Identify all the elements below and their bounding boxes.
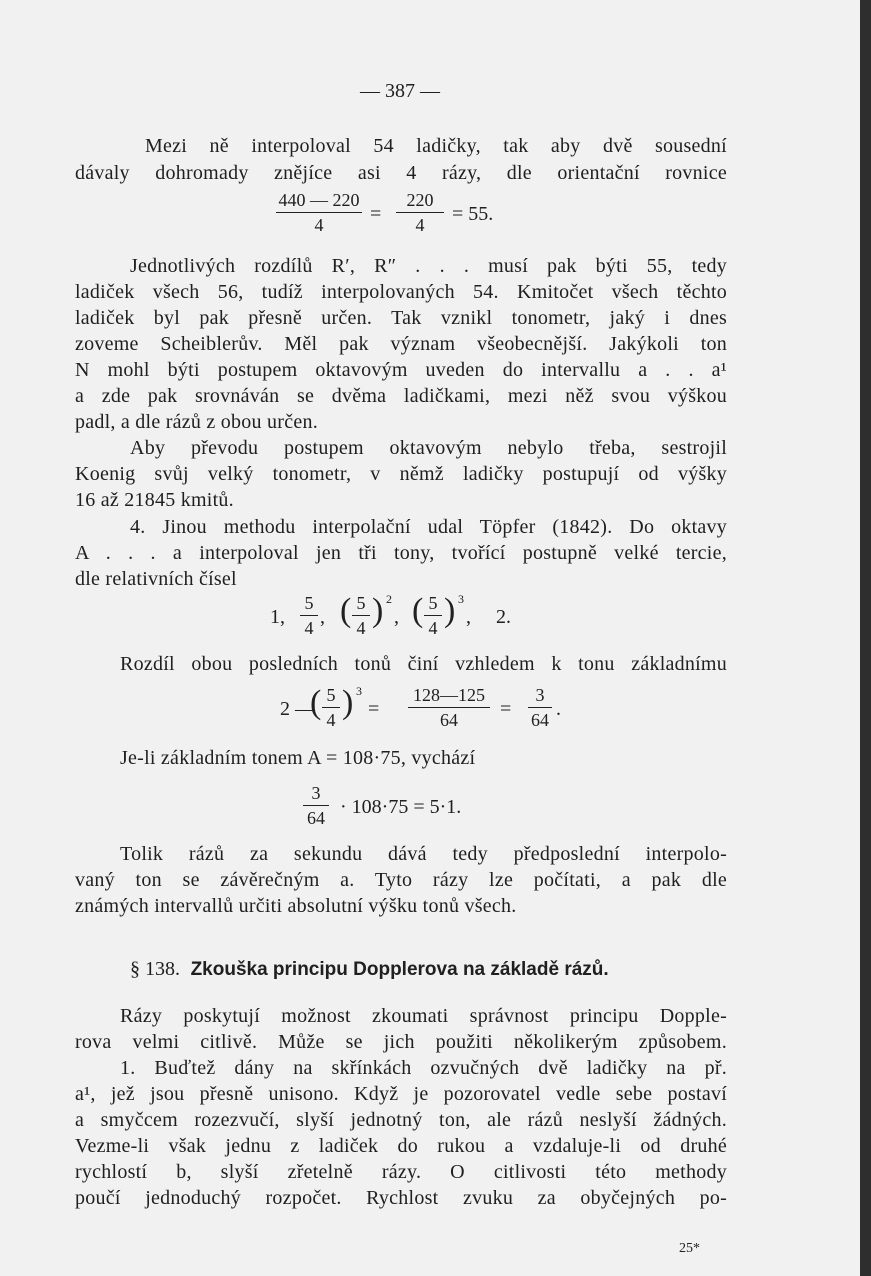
text-line: rova velmi citlivě. Může se jich použiti několikerým způsobem. [75, 1031, 727, 1053]
numerator: 3 [311, 783, 321, 803]
section-number: § 138. [130, 958, 180, 980]
exponent: 3 [356, 684, 362, 698]
equals-sign: = [500, 698, 512, 720]
text-line: A . . . a interpoloval jen tři tony, tvořící postupně velké tercie, [75, 542, 727, 564]
text-line: Rázy poskytují možnost zkoumati správnost principu Dopple- [120, 1005, 727, 1027]
fraction [408, 685, 490, 730]
denominator: 4 [415, 215, 425, 235]
left-paren: ( [340, 592, 352, 629]
comma: , [466, 606, 471, 628]
numerator: 128—125 [413, 685, 485, 705]
right-paren: ) [444, 592, 456, 629]
math-term: 2. [496, 606, 511, 628]
fraction [528, 685, 552, 730]
text-line: dávaly dohromady znějíce asi 4 rázy, dle orientační rovnice [75, 162, 727, 184]
equals-sign: = [370, 203, 382, 225]
text-line: Aby převodu postupem oktavovým nebylo třeba, sestrojil [130, 437, 727, 459]
text-line: N mohl býti postupem oktavovým uveden do intervallu a . . a¹ [75, 359, 727, 381]
numerator: 220 [406, 190, 434, 210]
equals-sign: = [368, 698, 380, 720]
right-paren: ) [372, 592, 384, 629]
text-line: a smyčcem rozezvučí, slyší jednotný ton, ale rázů neslyší žádných. [75, 1109, 727, 1131]
period: . [556, 698, 561, 720]
denominator: 4 [304, 618, 314, 638]
text-line: Mezi ně interpoloval 54 ladičky, tak aby dvě sousední [145, 135, 727, 157]
fraction [303, 783, 329, 828]
numerator: 5 [428, 593, 438, 613]
left-paren: ( [310, 684, 322, 721]
text-line: vaný ton se závěrečným a. Tyto rázy lze počítati, a pak dle [75, 869, 727, 891]
comma: , [394, 606, 399, 628]
numerator: 5 [326, 685, 336, 705]
text-line: padl, a dle rázů z obou určen. [75, 411, 318, 433]
math-term: · 108·75 = 5·1. [340, 796, 462, 818]
text-line: Je-li základním tonem A = 108·75, vychází [120, 747, 476, 769]
text-line: Vezme-li však jednu z ladiček do rukou a vzdaluje-li od druhé [75, 1135, 727, 1157]
fraction [424, 593, 442, 638]
denominator: 4 [428, 618, 438, 638]
text-line: ladiček všech 56, tudíž interpolovaných 54. Kmitočet všech těchto [75, 281, 727, 303]
text-line: poučí jednoduchý rozpočet. Rychlost zvuku za obyčejných po- [75, 1187, 727, 1209]
left-paren: ( [412, 592, 424, 629]
fraction [396, 190, 444, 235]
section-heading [130, 958, 730, 981]
text-line: 4. Jinou methodu interpolační udal Töpfer (1842). Do oktavy [130, 516, 727, 538]
right-paren: ) [342, 684, 354, 721]
text-line: dle relativních čísel [75, 568, 237, 590]
fraction [276, 190, 362, 235]
text-line: rychlostí b, slyší zřetelně rázy. O citlivosti této methody [75, 1161, 727, 1183]
text-line: 16 až 21845 kmitů. [75, 489, 234, 511]
exponent: 2 [386, 592, 392, 606]
text-line: známých intervallů určiti absolutní výšku tonů všech. [75, 895, 517, 917]
numerator: 5 [304, 593, 314, 613]
math-term: 1, [270, 606, 285, 628]
signature-mark: 25* [679, 1241, 700, 1256]
text-line: zoveme Scheiblerův. Měl pak význam všeobecnější. Jakýkoli ton [75, 333, 727, 355]
text-line: Tolik rázů za sekundu dává tedy předposlední interpolo- [120, 843, 727, 865]
fraction [322, 685, 340, 730]
section-title: Zkouška principu Dopplerova na základě rázů. [190, 959, 609, 980]
text-line: 1. Buďtež dány na skřínkách ozvučných dvě ladičky na př. [120, 1057, 727, 1079]
denominator: 64 [440, 710, 458, 730]
text-line: Rozdíl obou posledních tonů činí vzhledem k tonu základnímu [120, 653, 727, 675]
text-line: Koenig svůj velký tonometr, v němž ladičky postupují od výšky [75, 463, 727, 485]
numerator: 5 [356, 593, 366, 613]
fraction [352, 593, 370, 638]
denominator: 64 [531, 710, 549, 730]
denominator: 4 [314, 215, 324, 235]
numerator: 440 — 220 [278, 190, 360, 210]
text-line: a zde pak srovnáván se dvěma ladičkami, mezi něž svou výškou [75, 385, 727, 407]
text-line: ladiček byl pak přesně určen. Tak vznikl tonometr, jaký i dnes [75, 307, 727, 329]
page-number: — 387 — [360, 80, 440, 102]
text-line: Jednotlivých rozdílů R′, R″ . . . musí pak býti 55, tedy [130, 255, 727, 277]
text-line: a¹, jež jsou přesně unisono. Když je pozorovatel vedle sebe postaví [75, 1083, 727, 1105]
numerator: 3 [535, 685, 545, 705]
comma: , [320, 606, 325, 628]
exponent: 3 [458, 592, 464, 606]
denominator: 64 [307, 808, 325, 828]
denominator: 4 [326, 710, 336, 730]
equation-result: = 55. [452, 203, 494, 225]
denominator: 4 [356, 618, 366, 638]
fraction [300, 593, 318, 638]
math-term: 2 — [280, 698, 315, 720]
